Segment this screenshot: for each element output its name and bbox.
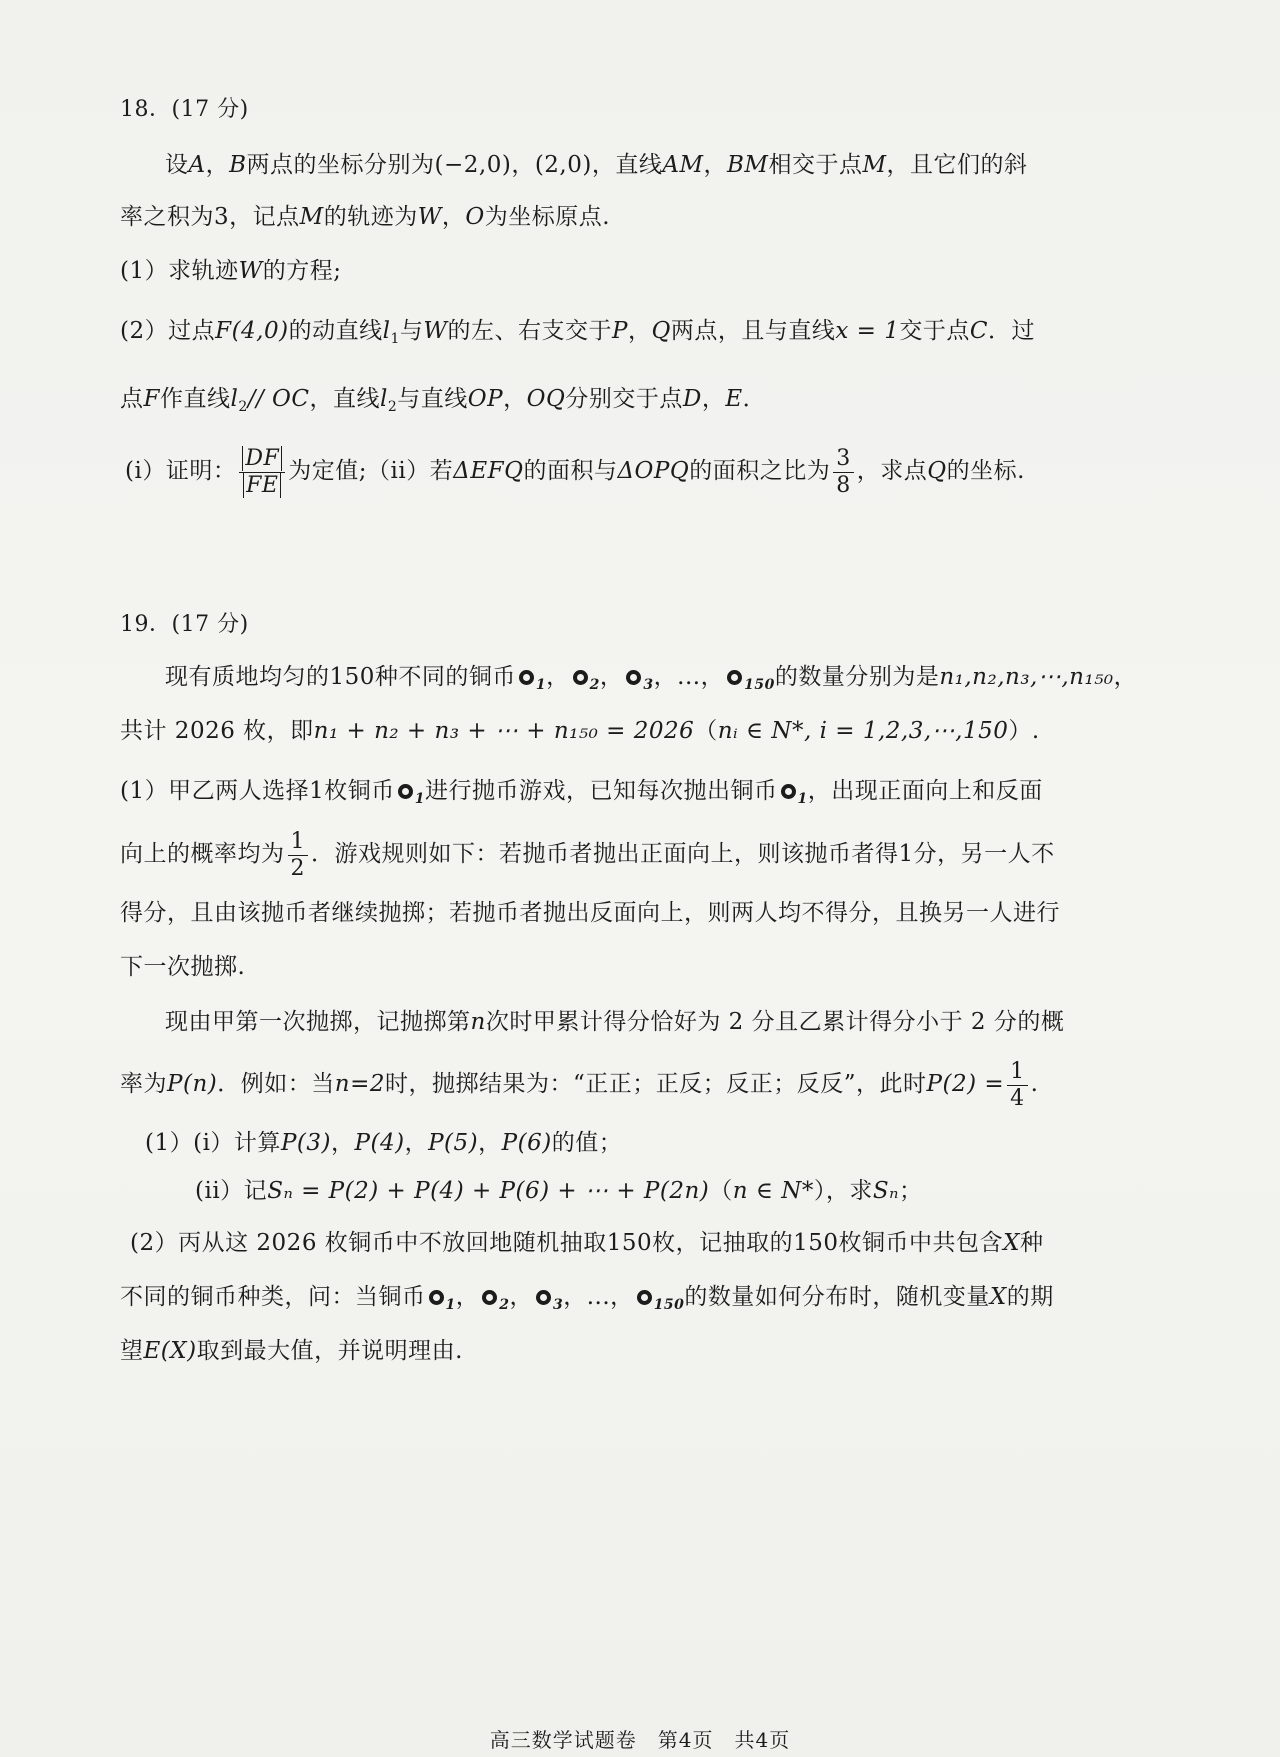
q19-part-1-line-3: 得分，且由该抛币者继续抛掷；若抛币者抛出反面向上，则两人均不得分，且换另一人进行	[120, 900, 1060, 926]
q18-part-1: (1）求轨迹W的方程;	[120, 258, 342, 284]
ratio-df-fe: $\frac{DF}{FE}$	[239, 446, 285, 499]
q19-header: 19．(17 分)	[120, 612, 249, 637]
fraction-1-4: $\frac{1}{4}$	[1007, 1059, 1028, 1112]
q18-part-2-line-1: (2）过点F(4,0)的动直线$l_1$与W的左、右支交于P，Q两点，且与直线x = 1交于点C．过	[120, 318, 1035, 347]
fraction-1-2: $\frac{1}{2}$	[288, 829, 309, 882]
page-footer: 高三数学试题卷 第4页 共4页	[489, 1728, 791, 1752]
q19-part-1-line-1: (1）甲乙两人选择1枚铜币 $_1$进行抛币游戏，已知每次抛出铜币 $_1$，出现正面向上和反面	[120, 778, 1043, 807]
fraction-3-8: $\frac{3}{8}$	[833, 446, 854, 499]
q19-part-1-line-5: 现由甲第一次抛掷，记抛掷第n次时甲累计得分恰好为 2 分且乙累计得分小于 2 分的概	[165, 1009, 1065, 1035]
coin-icon	[626, 670, 641, 685]
q19-part-2-line-1: (2）丙从这 2026 枚铜币中不放回地随机抽取150枚，记抽取的150枚铜币中共包含X种	[130, 1230, 1044, 1256]
coin-icon	[482, 1290, 497, 1305]
q18-line-1: 设A，B两点的坐标分别为(−2,0)，(2,0)，直线AM，BM相交于点M，且它们的斜	[165, 152, 1028, 178]
q18-line-2: 率之积为3，记点M的轨迹为W，O为坐标原点.	[120, 204, 611, 230]
q19-part-1-i: (1）(i）计算P(3)，P(4)，P(5)，P(6)的值；	[145, 1130, 623, 1156]
coin-icon	[536, 1290, 551, 1305]
q18-part-2-line-2: 点F作直线$l_2//$ OC，直线$l_2$与直线OP，OQ分别交于点D，E．	[120, 386, 767, 415]
coin-icon	[637, 1290, 652, 1305]
q19-part-1-line-2: 向上的概率均为 $\frac{1}{2}$ ．游戏规则如下：若抛币者抛出正面向上，则该抛币者得1分，另一人不	[120, 828, 1055, 881]
coin-icon	[727, 670, 742, 685]
q19-line-1: 现有质地均匀的150种不同的铜币 $_1$， $_2$， $_3$，...， $_{150}$的数量分别为是n₁,n₂,n₃,⋯,n₁₅₀，	[165, 664, 1138, 693]
coin-icon	[519, 670, 534, 685]
q19-line-2: 共计 2026 枚，即n₁ + n₂ + n₃ + ⋯ + n₁₅₀ = 2026（nᵢ ∈ N*, i = 1,2,3,⋯,150）.	[120, 718, 1040, 744]
coin-icon	[398, 784, 413, 799]
q18-header: 18．(17 分)	[120, 97, 249, 122]
coin-icon	[429, 1290, 444, 1305]
q18-part-2-subparts: (i）证明： $\frac{DF}{FE}$ 为定值;（ii）若ΔEFQ的面积与ΔOPQ的面积之比为 $\frac{3}{8}$ ，求点Q的坐标.	[125, 445, 1025, 498]
q19-part-1-line-4: 下一次抛掷.	[120, 954, 246, 980]
coin-icon	[573, 670, 588, 685]
coin-icon	[781, 784, 796, 799]
q19-part-1-line-6: 率为P(n)．例如：当n=2时，抛掷结果为：“正正；正反；反正；反反”，此时P(2) = $\frac{1}{4}$ .	[120, 1058, 1039, 1111]
q19-part-1-ii: (ii）记Sₙ = P(2) + P(4) + P(6) + ⋯ + P(2n)（n ∈ N*），求Sₙ；	[195, 1178, 923, 1204]
q19-part-2-line-3: 望E(X)取到最大值，并说明理由.	[120, 1338, 463, 1364]
q19-part-2-line-2: 不同的铜币种类，问：当铜币 $_1$， $_2$， $_3$，...， $_{150}$的数量如何分布时，随机变量X的期	[120, 1284, 1054, 1313]
